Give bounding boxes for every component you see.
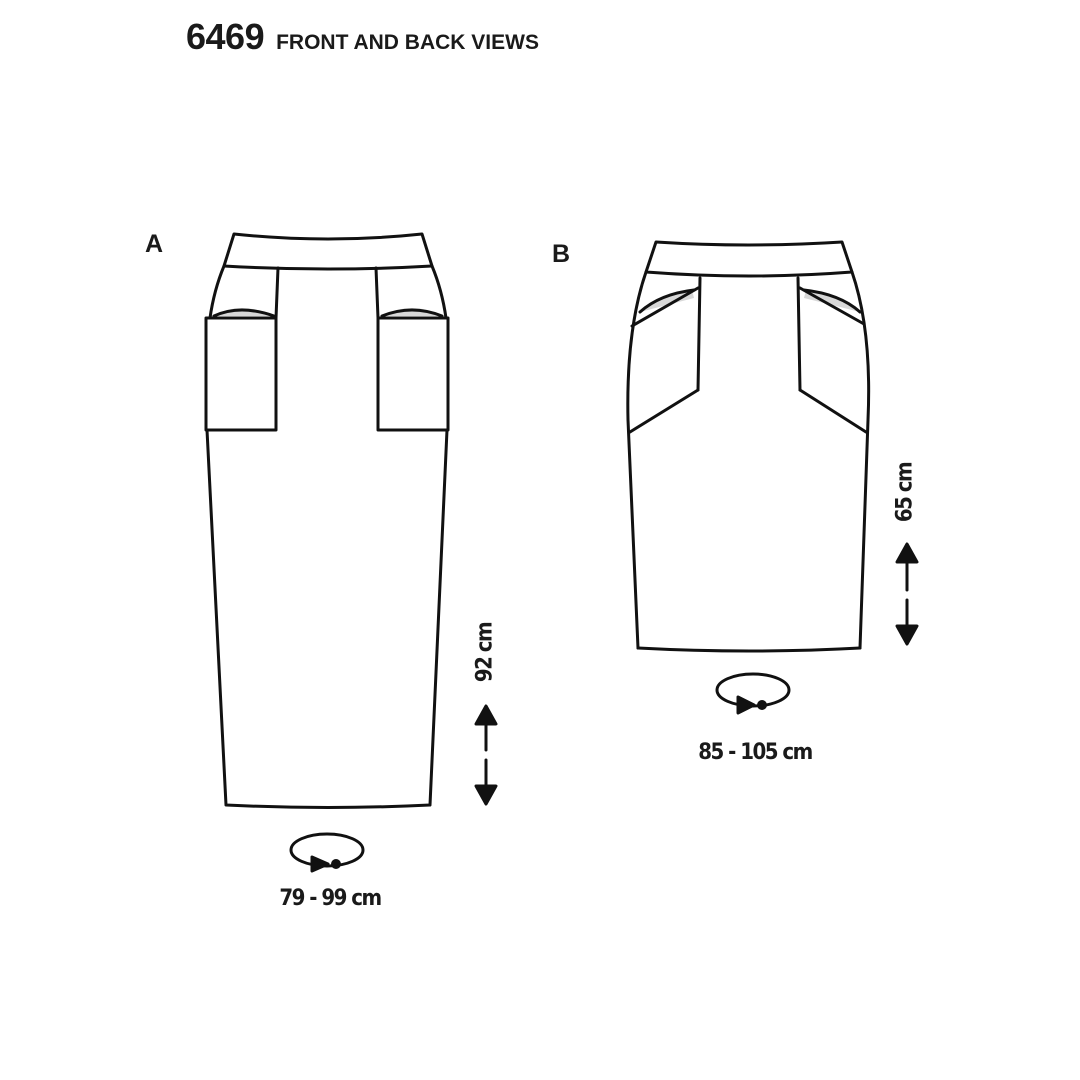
skirt-b-pocket-left [630, 288, 698, 432]
skirt-a-hip-left [210, 266, 224, 318]
skirt-a-body [207, 430, 447, 808]
view-b-length: 65 cm [892, 462, 918, 523]
vertical-double-arrow-icon [476, 706, 496, 804]
views-title: FRONT AND BACK VIEWS [276, 31, 539, 54]
skirt-a-patch-pocket-left [206, 318, 276, 430]
view-a-length: 92 cm [472, 622, 498, 683]
hip-circumference-icon [291, 834, 363, 871]
hip-circumference-icon [717, 674, 789, 713]
skirt-a-patch-pocket-right [378, 318, 448, 430]
skirt-b-hem [638, 648, 860, 651]
skirt-a-hip-right [432, 266, 446, 318]
view-b-label: B [552, 240, 571, 268]
skirt-a [206, 234, 448, 808]
vertical-double-arrow-icon [897, 544, 917, 644]
skirt-a-pocket-edge-right [376, 268, 378, 318]
skirt-a-waistband [224, 234, 432, 269]
pattern-number: 6469 [186, 16, 265, 57]
view-a-hip: 79 - 99 cm [279, 886, 381, 911]
skirt-a-pocket-edge-left [276, 268, 278, 318]
view-b-hip: 85 - 105 cm [698, 740, 812, 765]
skirt-b [628, 242, 869, 651]
skirt-b-waistband [646, 242, 852, 276]
skirt-b-side-left [628, 272, 646, 648]
view-a-label: A [145, 230, 164, 258]
skirt-b-side-right [852, 272, 869, 648]
